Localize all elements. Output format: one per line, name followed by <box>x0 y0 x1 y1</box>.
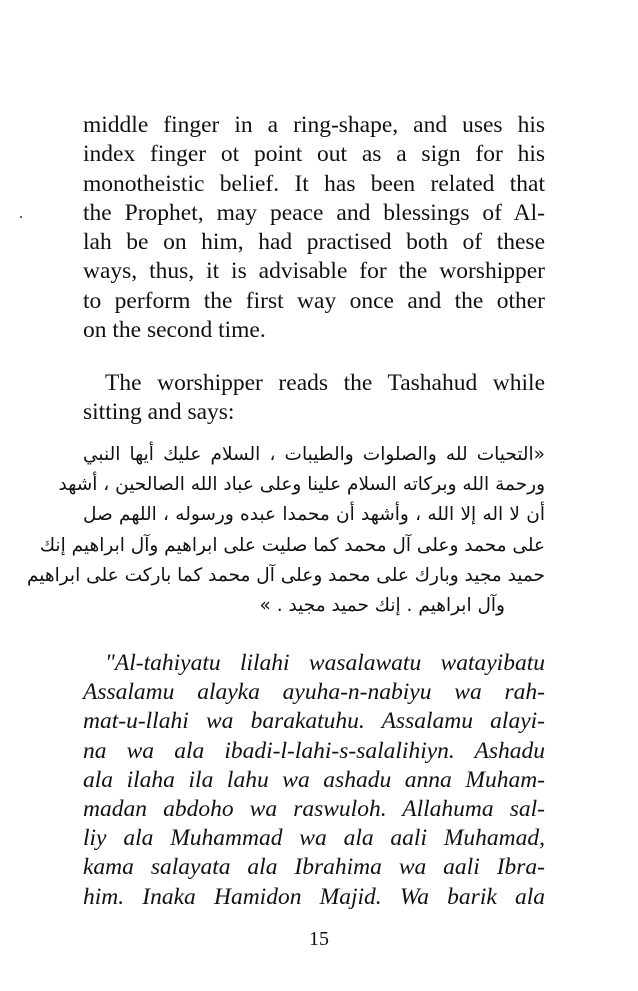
text-line: sitting and says: <box>83 399 235 426</box>
text-line: ways, thus, it is advisable for the worshipper <box>83 258 545 285</box>
text-line: lah be on him, had practised both of these <box>83 229 545 256</box>
scan-speck <box>20 216 22 218</box>
translit-line: liy ala Muhammad wa ala aali Muhamad, <box>83 825 545 852</box>
text-line: to perform the first way once and the other <box>83 287 545 314</box>
arabic-line: «التحيات لله والصلوات والطيبات ، السلام عليك أيها النبي <box>83 444 545 465</box>
translit-line: mat-u-llahi wa barakatuhu. Assalamu alayi- <box>83 708 545 735</box>
arabic-tashahud <box>26 440 545 621</box>
text-line: monotheistic belief. It has been related that <box>83 170 545 197</box>
translit-line: kama salayata ala Ibrahima wa aali Ibra- <box>83 854 545 881</box>
body-paragraph-2 <box>83 369 545 428</box>
text-line: The worshipper reads the Tashahud while <box>105 370 545 396</box>
arabic-line: على محمد وعلى آل محمد كما صليت على ابراهيم وآل ابراهيم إنك <box>39 534 545 556</box>
translit-line: madan abdoho wa raswuloh. Allahuma sal- <box>83 796 545 823</box>
arabic-line: وآل ابراهيم . إنك حميد مجيد . » <box>259 595 505 617</box>
translit-line: "Al-tahiyatu lilahi wasalawatu watayibatu <box>105 650 545 676</box>
arabic-line: حميد مجيد وبارك على محمد وعلى آل محمد كما باركت على ابراهيم <box>26 564 545 586</box>
page-number: 15 <box>309 928 329 950</box>
arabic-line: ورحمة الله وبركاته السلام علينا وعلى عباد الله الصالحين ، أشهد <box>58 474 545 496</box>
arabic-line: أن لا اله إلا الله ، وأشهد أن محمدا عبده ورسوله ، اللهم صل <box>83 504 545 526</box>
transliteration-paragraph <box>83 649 545 912</box>
text-line: on the second time. <box>83 317 266 344</box>
translit-line: Assalamu alayka ayuha-n-nabiyu wa rah- <box>83 679 545 706</box>
text-line: the Prophet, may peace and blessings of Al- <box>83 199 545 226</box>
text-line: middle finger in a ring-shape, and uses his <box>83 112 545 138</box>
text-line: index finger ot point out as a sign for his <box>83 141 545 168</box>
translit-line: ala ilaha ila lahu wa ashadu anna Muham- <box>83 766 545 793</box>
translit-line: na wa ala ibadi-l-lahi-s-salalihiyn. Ashadu <box>83 737 545 764</box>
body-paragraph-1 <box>83 111 545 345</box>
translit-line: him. Inaka Hamidon Majid. Wa barik ala <box>83 883 545 910</box>
